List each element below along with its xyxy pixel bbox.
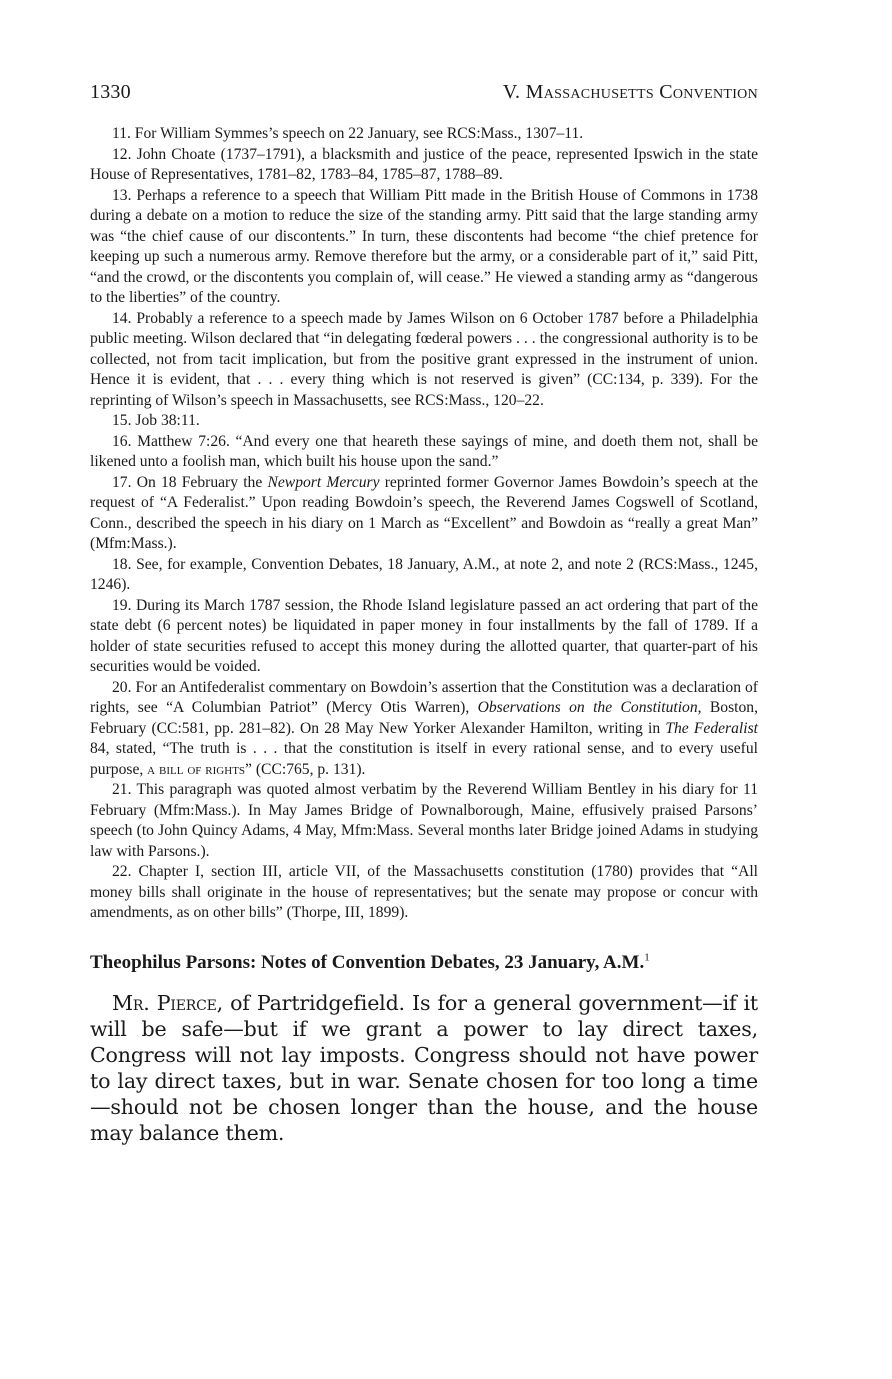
running-head [90,78,758,106]
endnote-text: 11. For William Symmes’s speech on 22 January, see RCS:Mass., 1307–11. [112,125,584,142]
document-heading [90,950,758,976]
endnote [90,678,758,781]
italic-title: Observations on the Constitution [477,699,698,716]
endnote [90,124,758,145]
endnote-text: , Boston, February (CC:581, pp. 281–82). On 28 May New Yorker Alexander Hamilton, writing in [90,699,758,737]
small-caps-phrase: a bill of rights [147,760,246,778]
endnote [90,473,758,555]
endnote-text: 13. Perhaps a reference to a speech that William Pitt made in the British House of Commons in 1738 during a debate on a motion to reduce the size of the standing army. Pitt said that the large standing army was “the chief cause of our discontents.” In turn, these discontents had become “the chief pretence for keeping up such a numerous army. Remove therefore but the army, or a considerable part of it,” said Pitt, “and the crowd, or the discontents you complain of, will cease.” He viewed a standing army as “dangerous to the liberties” of the country. [90,186,758,306]
endnote [90,309,758,412]
endnote-text: 84, stated, “The truth is . . . that the constitution is itself in every rational sense, and to every useful purpose, [90,740,758,778]
endnote [90,780,758,862]
endnote-text: 19. During its March 1787 session, the Rhode Island legislature passed an act ordering that part of the state debt (6 percent notes) be liquidated in paper money in four installments by the fall of 1789. If a holder of state securities refused to accept this money during the allotted quarter, that quarter-part of his securities would be voided. [90,596,758,675]
endnote-text: ” (CC:765, p. 131). [245,760,366,778]
endnote-text: 14. Probably a reference to a speech made by James Wilson on 6 October 1787 before a Philadelphia public meeting. Wilson declared that “in delegating fœderal powers . . . the congressional authority is to be collected, not from tacit implication, but from the positive grant expressed in the instrument of union. Hence it is evident, that . . . every thing which is not reserved is given” (CC:134, p. 339). For the reprinting of Wilson’s speech in Massachusetts, see RCS:Mass., 120–22. [90,309,758,409]
endnote [90,145,758,186]
endnote-text: 12. John Choate (1737–1791), a blacksmith and justice of the peace, represented Ipswich in the state House of Representatives, 1781–82, 1783–84, 1785–87, 1788–89. [90,145,758,183]
document-heading-text: Theophilus Parsons: Notes of Convention Debates, 23 January, A.M. [90,951,645,973]
endnote-text: 22. Chapter I, section III, article VII, of the Massachusetts constitution (1780) provides that “All money bills shall originate in the house of representatives; but the senate may propose or concur with amendments, as on other bills” (Thorpe, III, 1899). [90,863,758,921]
endnote [90,555,758,596]
endnote-text: 17. On 18 February the [112,473,268,491]
debate-paragraph [90,990,758,1146]
endnote-text: 16. Matthew 7:26. “And every one that heareth these sayings of mine, and doeth them not, shall be likened unto a foolish man, which built his house upon the sand.” [90,432,758,470]
speaker-name: Mr. Pierce [112,990,217,1015]
endnote [90,862,758,924]
endnote [90,596,758,678]
endnote [90,186,758,309]
heading-note-ref: 1 [644,951,650,964]
endnotes [90,124,758,924]
italic-title: Newport Mercury [267,473,380,491]
endnote [90,411,758,432]
italic-title: The Federalist [665,719,758,737]
endnote [90,432,758,473]
endnote-text: 15. Job 38:11. [112,412,200,429]
endnote-text: 21. This paragraph was quoted almost verbatim by the Reverend William Bentley in his diary for 11 February (Mfm:Mass.). In May James Bridge of Pownalborough, Maine, effusively praised Parsons’ speech (to John Quincy Adams, 4 May, Mfm:Mass. Several months later Bridge joined Adams in studying law with Parsons.). [90,781,758,860]
endnote-text: 18. See, for example, Convention Debates, 18 January, A.M., at note 2, and note 2 (RCS:Mass., 1245, 1246). [90,555,758,593]
section-title: V. Massachusetts Convention [502,81,758,103]
endnote-text: reprinted former Governor James Bowdoin’s speech at the request of “A Federalist.” Upon reading Bowdoin’s speech, the Reverend James Cogswell of Scotland, Conn., described the speech in his diary on 1 March as “Excellent” and Bowdoin as “really a great Man” (Mfm:Mass.). [90,473,758,552]
endnote-text: 20. For an Antifederalist commentary on Bowdoin’s assertion that the Constitution was a declaration of rights, see “A Columbian Patriot” (Mercy Otis Warren), [90,678,758,716]
page-number: 1330 [90,81,131,103]
page [90,78,758,1146]
speaker-remarks: , of Partridgefield. Is for a general government—if it will be safe—but if we grant a power to lay direct taxes, Congress will not lay imposts. Congress should not have power to lay direct taxes, but in war. Senate chosen for too long a time—should not be chosen longer than the house, and the house may balance them. [90,990,758,1145]
